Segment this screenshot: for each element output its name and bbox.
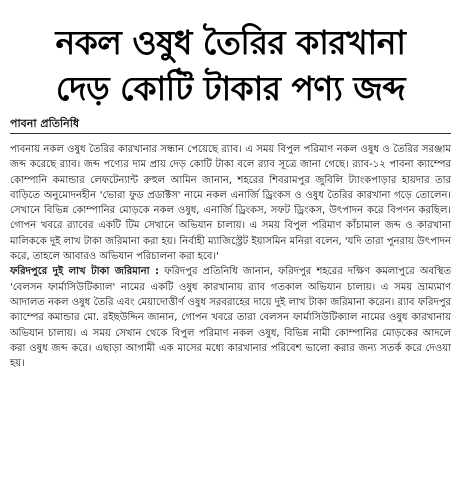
headline (10, 20, 451, 112)
paragraph-2-text: ফরিদপুর প্রতিনিধি জানান, ফরিদপুর শহরের দক্ষিণ কমলাপুরে অবস্থিত 'বেলসন ফার্মাসিউটিক্যাল' নামের একটি ওষুধ কারখানায় র‍্যাব গতকাল অভিযান চালায়। এ সময় ভ্রাম্যমাণ আদালত নকল ওষুধ তৈরি এবং মেয়াদোত্তীর্ণ ওষুধ সরবরাহের দায়ে দুই লাখ টাকা জরিমানা করেন। র‍্যাব ফরিদপুর ক্যাম্পের কমান্ডার মো. রইছউদ্দিন জানান, গোপন খবরে তারা বেলসন ফার্মাসিউটিক্যাল নামের ওষুধ কারখানায় অভিযান চালায়। এ সময় সেখান থেকে বিপুল পরিমাণ নকল ওষুধ, বিভিন্ন নামী কোম্পানির মোড়কের আদলে করা ওষুধ জব্দ করে। এছাড়া আগামী এক মাসের মধ্যে কারখানার পরিবেশ ভালো করার জন্য সতর্ক করে দেওয়া হয়। (10, 266, 451, 370)
paragraph-1: পাবনায় নকল ওষুধ তৈরির কারখানার সন্ধান পেয়েছে র‍্যাব। এ সময় বিপুল পরিমাণ নকল ওষুধ ও তৈরির সরঞ্জাম জব্দ করেছে র‍্যাব। জব্দ পণ্যের দাম প্রায় দেড় কোটি টাকা বলে র‍্যাব সূত্রে জানা গেছে। র‍্যাব-১২ পাবনা ক্যাম্পের কোম্পানি কমান্ডার লেফটেন্যান্ট রুহুল আমিন জানান, শহরের শিবরামপুর জুবিলি ট্যাংকপাড়ার হায়দার তার বাড়িতে অনুমোদনহীন 'ভোরা ফুড প্রডাক্টস' নামে নকল এনার্জি ড্রিংকস ও ওষুধ তৈরির কারখানা গড়ে তোলেন। সেখানে বিভিন্ন কোম্পানির মোড়কে নকল ওষুধ, এনার্জি ড্রিংকস, সফট ড্রিংকস, উৎপাদন করে বিপণন করছিল। গোপন খবরে র‍্যাবের একটি টিম সেখানে অভিযান চালায়। এ সময় বিপুল পরিমাণ কাঁচামাল জব্দ ও কারখানা মালিককে দুই লাখ টাকা জরিমানা করা হয়। নির্বাহী ম্যাজিস্ট্রেট ইয়াসমিন মনিরা বলেন, 'যদি তারা পুনরায় উৎপাদন করে, তাহলে আবারও অভিযান পরিচালনা করা হবে।' (10, 144, 451, 263)
subheading: ফরিদপুরে দুই লাখ টাকা জরিমানা : (10, 266, 160, 278)
article-body (10, 142, 451, 371)
headline-line-1: নকল ওষুধ তৈরির কারখানা (55, 23, 406, 62)
paragraph-2 (10, 264, 451, 371)
byline: পাবনা প্রতিনিধি (10, 117, 80, 130)
byline-row (10, 116, 451, 134)
headline-line-2: দেড় কোটি টাকার পণ্য জব্দ (55, 69, 406, 108)
